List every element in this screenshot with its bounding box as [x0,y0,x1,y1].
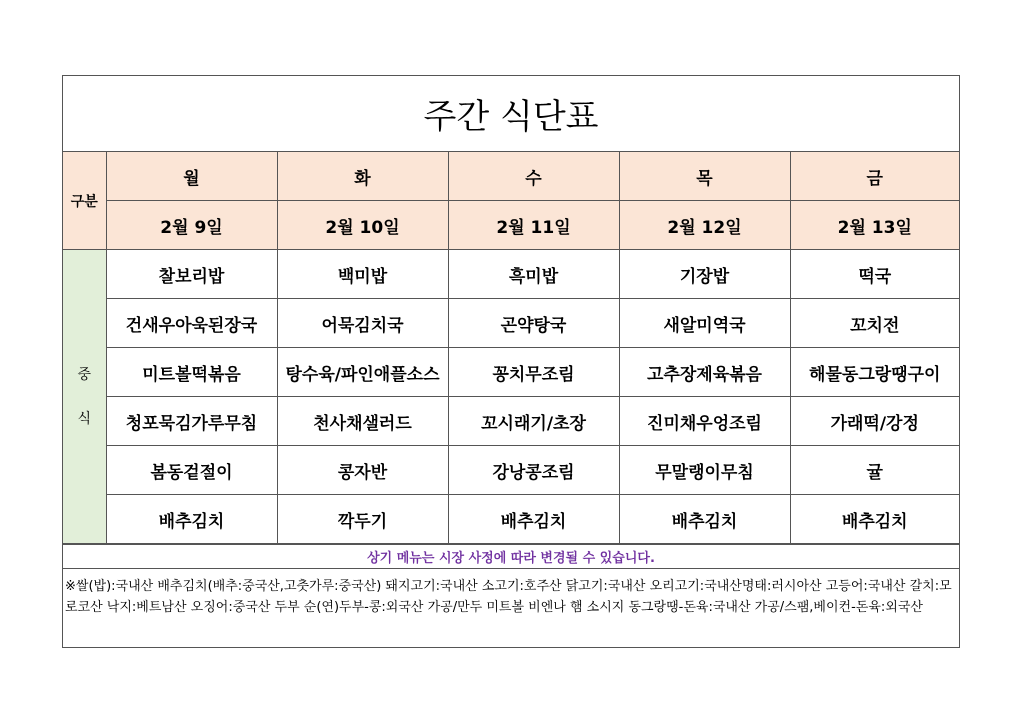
menu-cell: 배추김치 [448,495,619,544]
menu-cell: 깍두기 [277,495,448,544]
page-title: 주간 식단표 [63,76,959,152]
date-mon: 2월 9일 [106,201,277,250]
menu-cell: 기장밥 [619,250,790,299]
menu-cell: 배추김치 [106,495,277,544]
menu-table [63,152,959,544]
menu-cell: 청포묵김가루무침 [106,397,277,446]
day-row [63,152,959,201]
menu-cell: 진미채우엉조림 [619,397,790,446]
menu-cell: 배추김치 [790,495,959,544]
day-tue: 화 [277,152,448,201]
menu-cell: 콩자반 [277,446,448,495]
menu-row [63,250,959,299]
day-thu: 목 [619,152,790,201]
menu-cell: 가래떡/강정 [790,397,959,446]
day-mon: 월 [106,152,277,201]
menu-cell: 흑미밥 [448,250,619,299]
date-fri: 2월 13일 [790,201,959,250]
lunch-label-top: 중 [77,366,92,383]
menu-cell: 고추장제육볶음 [619,348,790,397]
date-row [63,201,959,250]
menu-cell: 천사채샐러드 [277,397,448,446]
menu-cell: 찰보리밥 [106,250,277,299]
notice-text: 상기 메뉴는 시장 사정에 따라 변경될 수 있습니다. [63,544,959,569]
menu-cell: 떡국 [790,250,959,299]
menu-row [63,397,959,446]
menu-cell: 곤약탕국 [448,299,619,348]
menu-cell: 꼬치전 [790,299,959,348]
date-thu: 2월 12일 [619,201,790,250]
menu-cell: 미트볼떡볶음 [106,348,277,397]
menu-sheet [62,75,960,648]
menu-cell: 어묵김치국 [277,299,448,348]
menu-cell: 백미밥 [277,250,448,299]
menu-row [63,299,959,348]
day-wed: 수 [448,152,619,201]
lunch-label-bottom: 식 [77,410,92,427]
menu-cell: 봄동겉절이 [106,446,277,495]
day-fri: 금 [790,152,959,201]
lunch-label [63,250,106,544]
menu-cell: 건새우아욱된장국 [106,299,277,348]
menu-cell: 해물동그랑땡구이 [790,348,959,397]
menu-row [63,495,959,544]
menu-cell: 꼬시래기/초장 [448,397,619,446]
date-wed: 2월 11일 [448,201,619,250]
menu-row [63,348,959,397]
menu-cell: 귤 [790,446,959,495]
menu-cell: 탕수육/파인애플소스 [277,348,448,397]
date-tue: 2월 10일 [277,201,448,250]
menu-cell: 새알미역국 [619,299,790,348]
origin-info: ※쌀(밥):국내산 배추김치(배추:중국산,고춧가루:중국산) 돼지고기:국내산 소고기:호주산 닭고기:국내산 오리고기:국내산명태:러시아산 고등어:국내산 갈치:모로코산 낙지:베트남산 오징어:중국산 두부 순(연)두부-콩:외국산 가공/만두 미트볼 비엔나 햄 소시지 동그랑땡-돈육:국내산 가공/스팸,베이컨-돈육:외국산 [65,579,952,615]
menu-cell: 강낭콩조림 [448,446,619,495]
menu-cell: 꽁치무조림 [448,348,619,397]
menu-cell: 배추김치 [619,495,790,544]
menu-row [63,446,959,495]
gubun-label: 구분 [63,152,106,250]
menu-cell: 무말랭이무침 [619,446,790,495]
